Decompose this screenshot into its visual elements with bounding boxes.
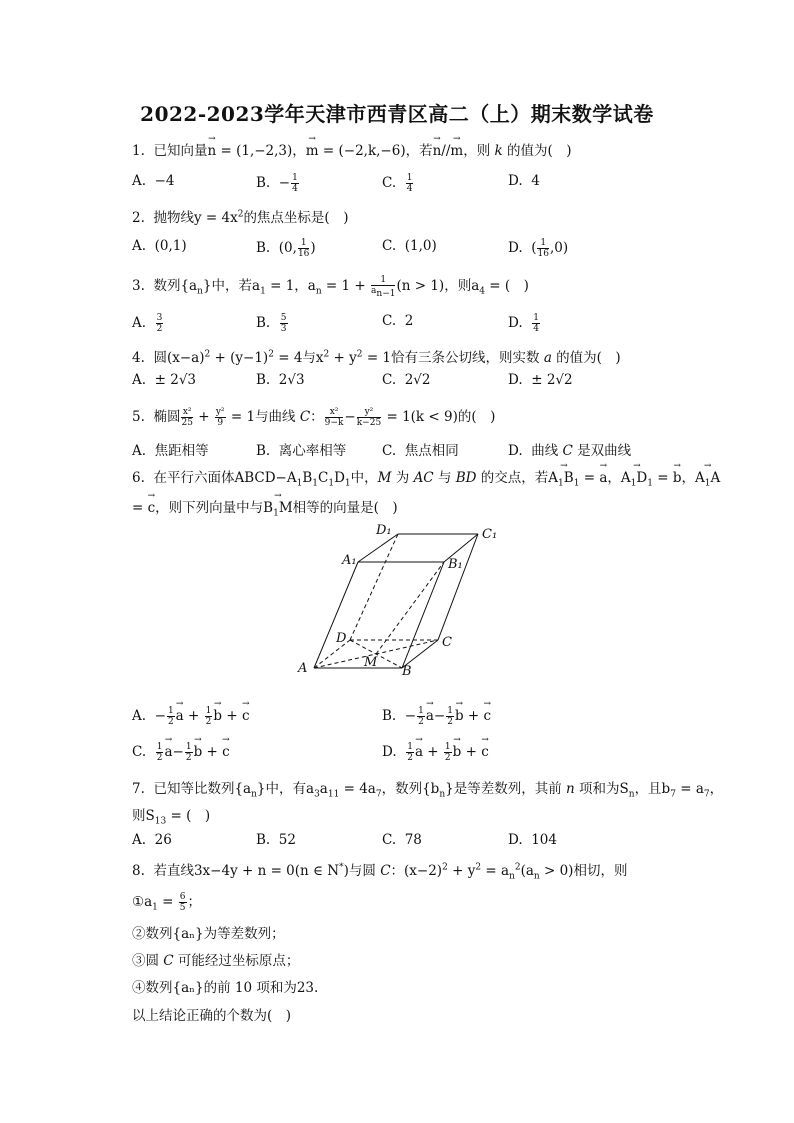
question-8-item-3: ③圆 C 可能经过坐标原点； bbox=[132, 953, 300, 969]
question-4: 4. 圆$(x-a)^2 + (y-1)^2 = 4$与$x^2 + y^2 = 1$恰有三条公切线，则实数 a 的值为( ) bbox=[132, 349, 621, 366]
label-d1: D₁ bbox=[376, 523, 392, 538]
option-c: C. (1,0) bbox=[382, 238, 437, 254]
option-c: C. 焦点相同 bbox=[382, 443, 459, 459]
question-number: 1. bbox=[132, 143, 145, 159]
question-5: 5. 椭圆 $\frac{\text{x²}}{25}$ + $\frac{\text{y²}}{9}$ = 1与曲线 C： $\frac{\text{x²}}{9-k}$ − $\frac{\text{y²}}{k-25}$ = 1(k < 9)的( ) bbox=[132, 407, 496, 428]
option-a: A. ± 2√3 bbox=[132, 372, 197, 388]
question-number: 2. bbox=[132, 210, 145, 226]
option-c: C. 2 bbox=[382, 313, 414, 329]
option-d: D. ( $\frac{1}{16}$ ,0) bbox=[508, 238, 569, 259]
option-b: B. 2√3 bbox=[256, 372, 305, 388]
page-title: 2022-2023学年天津市西青区高二（上）期末数学试卷 bbox=[140, 102, 654, 126]
question-7-line-2: 则$S_{13}$ = ( ) bbox=[132, 808, 211, 827]
label-b1: B₁ bbox=[448, 557, 463, 572]
question-number: 7. bbox=[132, 781, 145, 797]
option-b: B. 52 bbox=[256, 832, 296, 848]
option-a: A. $\frac{3}{2}$ bbox=[132, 313, 163, 334]
question-number: 3. bbox=[132, 278, 145, 294]
edge-dd1 bbox=[350, 534, 398, 640]
question-8-tail: 以上结论正确的个数为( ) bbox=[132, 1008, 292, 1024]
option-c: C. $\frac{1}{4}$ bbox=[382, 173, 413, 194]
option-a: A. 焦距相等 bbox=[132, 443, 209, 459]
option-d: D. ± 2√2 bbox=[508, 372, 573, 388]
question-8-item-2: ②数列{aₙ}为等差数列； bbox=[132, 926, 285, 942]
option-b: B. − $\frac{1}{4}$ bbox=[256, 173, 298, 194]
question-number: 4. bbox=[132, 350, 145, 366]
question-2: 2. 抛物线$y = 4x^2$的焦点坐标是( ) bbox=[132, 209, 349, 226]
option-b: B. 离心率相等 bbox=[256, 443, 347, 459]
question-3: 3. 数列$\{a_n\}$中，若$a_1 = 1$，$a_n = 1$ + $\frac{1}{a_{n-1}}$ (n > 1)，则$a_4$ = ( ) bbox=[132, 274, 529, 299]
option-c: C. 78 bbox=[382, 832, 422, 848]
question-number: 6. bbox=[132, 470, 145, 486]
question-8-item-1: $①a_1$ = $\frac{6}{5}$ ； bbox=[132, 892, 202, 913]
label-m: M bbox=[364, 655, 378, 670]
option-b: B. $\frac{5}{3}$ bbox=[256, 313, 287, 334]
option-d: D. 曲线 C 是双曲线 bbox=[508, 443, 632, 459]
question-1: 1. 已知向量→ n = (1,−2,3)，→ m = (−2,k,−6)，若→ n//→ m，则 k 的值为( ) bbox=[132, 139, 572, 159]
option-d: D. 4 bbox=[508, 173, 540, 189]
edge-a1a bbox=[314, 562, 358, 668]
question-8-item-4: ④数列{aₙ}的前 10 项和为23. bbox=[132, 980, 319, 996]
question-8: 8. 若直线3x−4y + n = 0(n ∈ N*)与圆 C：$(x-2)^2 + y^2 = a_n^2(a_n > 0)$相切，则 bbox=[132, 862, 628, 882]
option-d: D. $\frac{1}{2}$ → a + $\frac{1}{2}$ → b + → c bbox=[382, 742, 489, 763]
question-7: 7. 已知等比数列$\{a_n\}$中，有$a_3a_{11} = 4a_7$，数列$\{b_n\}$是等差数列，其前 n 项和为$S_n$，且$b_7 = a_7$， bbox=[132, 781, 724, 800]
option-c: C. $\frac{1}{2}$ → a− $\frac{1}{2}$ → b + → c bbox=[132, 742, 230, 763]
option-a: A. − $\frac{1}{2}$ → a + $\frac{1}{2}$ → b + → c bbox=[132, 706, 250, 727]
option-a: A. −4 bbox=[132, 173, 175, 189]
option-a: A. (0,1) bbox=[132, 238, 187, 254]
label-c1: C₁ bbox=[482, 527, 498, 542]
option-d: D. 104 bbox=[508, 832, 557, 848]
option-d: D. $\frac{1}{4}$ bbox=[508, 313, 539, 334]
label-a1: A₁ bbox=[342, 553, 357, 568]
option-b: B. − $\frac{1}{2}$ → a− $\frac{1}{2}$ → b + → c bbox=[382, 706, 491, 727]
option-b: B. (0, $\frac{1}{16}$ ) bbox=[256, 238, 316, 259]
question-number: 5. bbox=[132, 409, 145, 425]
label-d: D bbox=[336, 631, 347, 646]
option-a: A. 26 bbox=[132, 832, 172, 848]
question-6-line-2: = → c，则下列向量中与→ $B_1M$相等的向量是( ) bbox=[132, 496, 398, 519]
label-c: C bbox=[442, 635, 452, 650]
question-number: 8. bbox=[132, 863, 145, 879]
label-b: B bbox=[402, 664, 412, 679]
option-c: C. 2√2 bbox=[382, 372, 431, 388]
label-a: A bbox=[298, 661, 308, 676]
parallelepiped-figure bbox=[290, 518, 510, 682]
question-6: 6. 在平行六面体$ABCD-A_1B_1C_1D_1$中，M 为 AC 与 BD 的交点，若→ $A_1B_1$ = → a，→ $A_1D_1$ = → b，→ $A_1A$ bbox=[132, 466, 720, 489]
